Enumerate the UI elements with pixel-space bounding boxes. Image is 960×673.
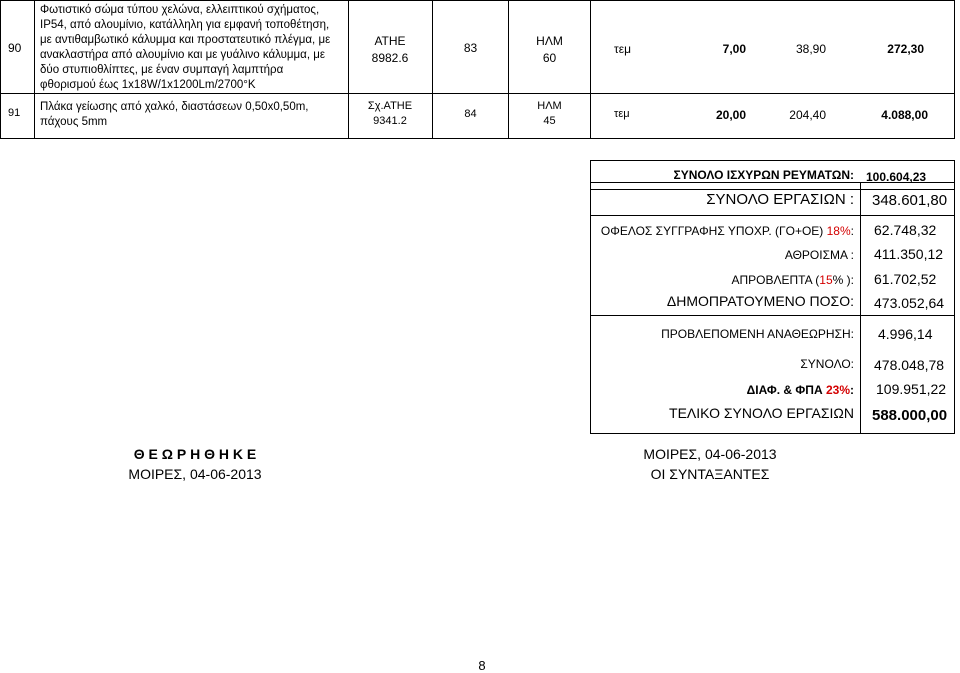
unit: τεμ xyxy=(614,42,632,56)
unit: τεμ xyxy=(614,108,630,120)
works-total-label: ΣΥΝΟΛΟ ΕΡΓΑΣΙΩΝ : xyxy=(706,191,854,208)
works-total-value: 348.601,80 xyxy=(872,192,948,209)
summary-separator xyxy=(590,315,955,316)
article-number: 83 xyxy=(463,41,478,55)
contingency-percent: 15 xyxy=(819,273,833,287)
item-description: Φωτιστικό σώμα τύπου χελώνα, ελλειπτικού σχήματος, IP54, από αλουμίνιο, κατάλληλη για εμφανή τοποθέτηση, με αντιθαμβωτικό κάλυμμα και προστατευτικό πλέγμα, με ανακλαστήρα από αλουμίνιο και με γυάλινο κάλυμμα, με δύο στυπιοθλίπτες, με έναν συμπαγή λαμπτήρα φθορισμού έως 1x18W/1x1200Lm/2700°K xyxy=(40,4,331,91)
vat-percent: 23% xyxy=(825,383,850,397)
unit-price: 204,40 xyxy=(789,108,826,122)
category-line1: ΗΛΜ xyxy=(536,34,563,48)
code-line1: ΑΤΗΕ xyxy=(374,34,406,48)
unit-price: 38,90 xyxy=(795,42,826,56)
tender-amount-value: 473.052,64 xyxy=(874,295,945,311)
contingency-label: ΑΠΡΟΒΛΕΠΤΑ (15% ): xyxy=(731,273,854,287)
contractor-profit-value: 62.748,32 xyxy=(874,222,937,238)
summary-divider xyxy=(860,182,861,434)
item-description: Πλάκα γείωσης από χαλκό, διαστάσεων 0,50x0,50m, πάχους 5mm xyxy=(40,101,309,128)
divider xyxy=(590,0,591,94)
section-total-label: ΣΥΝΟΛΟ ΙΣΧΥΡΩΝ ΡΕΥΜΑΤΩΝ: xyxy=(673,168,854,182)
page-number: 8 xyxy=(478,658,486,673)
category-line2: 60 xyxy=(542,51,557,65)
vat-label: ΔΙΑΦ. & ΦΠΑ 23%: xyxy=(746,383,854,397)
sum-value: 411.350,12 xyxy=(874,246,944,262)
approved-title: Θ Ε Ω Ρ Η Θ Η Κ Ε xyxy=(133,446,257,462)
subtotal-value: 478.048,78 xyxy=(874,357,945,373)
revision-value: 4.996,14 xyxy=(878,326,933,342)
authors-title: ΟΙ ΣΥΝΤΑΞΑΝΤΕΣ xyxy=(650,466,770,482)
summary-separator xyxy=(590,215,955,216)
divider xyxy=(34,0,35,94)
authors-place-date: ΜΟΙΡΕΣ, 04-06-2013 xyxy=(643,446,777,462)
quantity: 7,00 xyxy=(722,42,746,56)
contractor-profit-percent: 18% xyxy=(826,224,851,238)
code-line1: Σχ.ΑΤΗΕ xyxy=(367,100,413,112)
contingency-value: 61.702,52 xyxy=(874,271,937,287)
category-line1: ΗΛΜ xyxy=(537,100,562,112)
sum-label: ΑΘΡΟΙΣΜΑ : xyxy=(784,248,854,262)
approved-place-date: ΜΟΙΡΕΣ, 04-06-2013 xyxy=(128,466,262,482)
line-total: 4.088,00 xyxy=(881,108,928,122)
tender-amount-label: ΔΗΜΟΠΡΑΤΟΥΜΕΝΟ ΠΟΣΟ: xyxy=(666,293,854,309)
line-total: 272,30 xyxy=(887,42,924,56)
subtotal-label: ΣΥΝΟΛΟ: xyxy=(800,357,854,371)
quantity: 20,00 xyxy=(715,108,746,122)
code-line2: 9341.2 xyxy=(373,115,407,127)
section-total-value: 100.604,23 xyxy=(866,170,927,184)
contractor-profit-label: ΟΦΕΛΟΣ ΣΥΓΓΡΑΦΗΣ ΥΠΟΧΡ. (ΓΟ+ΟΕ) 18%: xyxy=(600,224,854,238)
divider xyxy=(590,93,591,139)
category-line2: 45 xyxy=(543,115,556,127)
vat-value: 109.951,22 xyxy=(876,381,947,397)
final-total-label: ΤΕΛΙΚΟ ΣΥΝΟΛΟ ΕΡΓΑΣΙΩΝ xyxy=(669,405,854,421)
row-number: 90 xyxy=(8,41,22,55)
code-line2: 8982.6 xyxy=(371,51,409,65)
divider xyxy=(34,93,35,139)
revision-label: ΠΡΟΒΛΕΠΟΜΕΝΗ ΑΝΑΘΕΩΡΗΣΗ: xyxy=(661,327,854,341)
row-number: 91 xyxy=(8,107,21,119)
article-number: 84 xyxy=(464,108,477,120)
final-total-value: 588.000,00 xyxy=(872,407,948,424)
